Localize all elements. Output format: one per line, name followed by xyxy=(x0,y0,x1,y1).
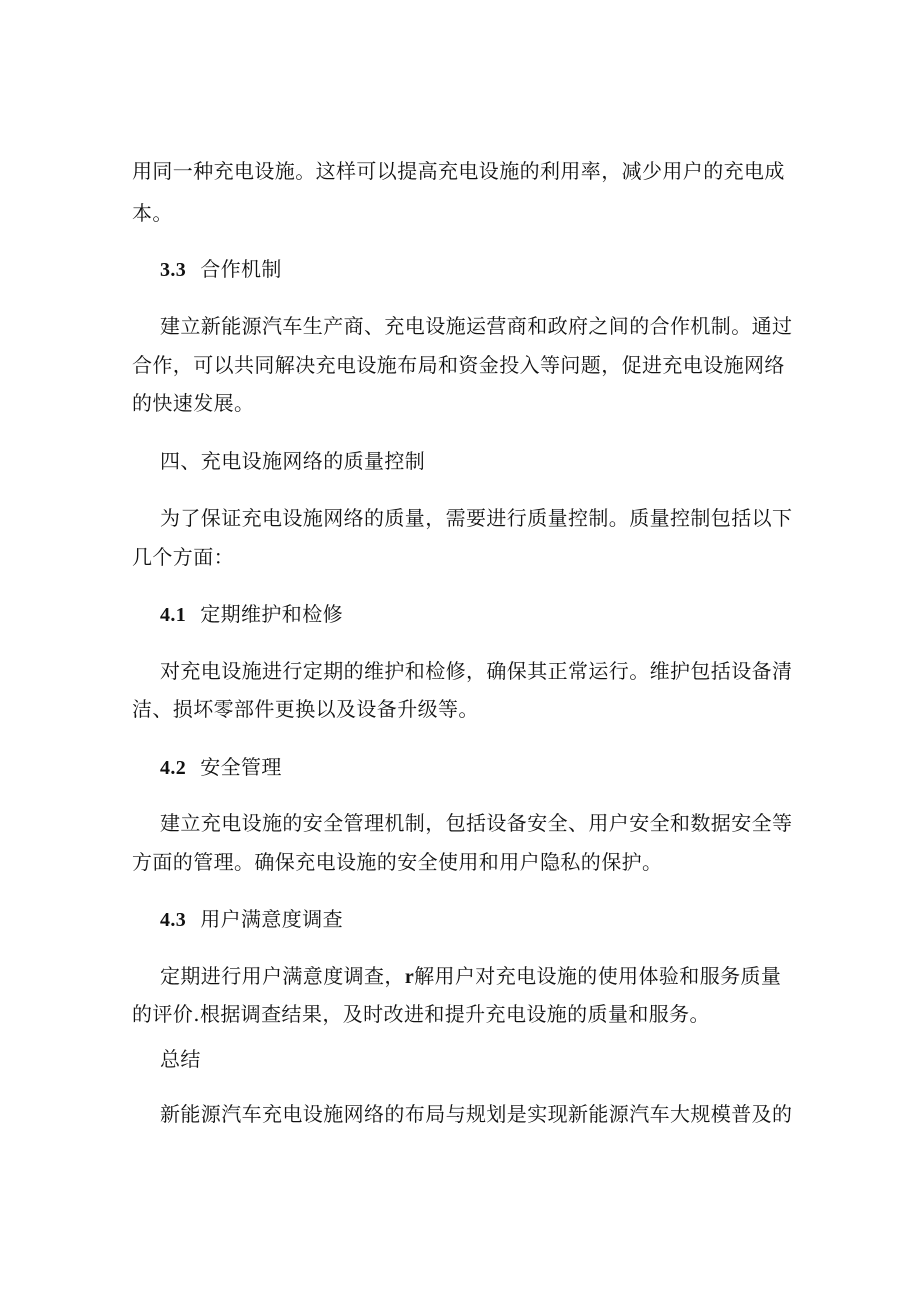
paragraph-4-1-line-1: 对充电设施进行定期的维护和检修，确保其正常运行。维护包括设备清 xyxy=(160,659,793,683)
paragraph-3-3-line-3: 的快速发展。 xyxy=(132,391,255,415)
section-title: 安全管理 xyxy=(200,755,282,779)
summary-paragraph-line-1: 新能源汽车充电设施网络的布局与规划是实现新能源汽车大规模普及的 xyxy=(160,1102,793,1126)
section-number: 4.2 xyxy=(160,757,187,779)
section-title: 定期维护和检修 xyxy=(200,602,344,626)
paragraph-3-3-line-1: 建立新能源汽车生产商、充电设施运营商和政府之间的合作机制。通过 xyxy=(160,314,793,338)
paragraph-text: 解用户对充电设施的使用体验和服务质量 xyxy=(414,964,782,988)
paragraph-text-glyph: r xyxy=(404,966,415,988)
section-title: 用户满意度调查 xyxy=(200,907,344,931)
paragraph-4-2-line-2: 方面的管理。确保充电设施的安全使用和用户隐私的保护。 xyxy=(132,850,663,874)
paragraph-4-3-line-1 xyxy=(160,964,781,989)
section-heading-4-2 xyxy=(160,755,282,780)
paragraph-4-1-line-2: 洁、损坏零部件更换以及设备升级等。 xyxy=(132,697,479,721)
paragraph-continuation-line-1: 用同一种充电设施。这样可以提高充电设施的利用率，减少用户的充电成 xyxy=(132,159,785,183)
section-heading-4-1 xyxy=(160,602,343,627)
section-heading-4-3 xyxy=(160,907,343,932)
paragraph-text: 定期进行用户满意度调查， xyxy=(160,964,405,988)
paragraph-continuation-line-2: 本。 xyxy=(132,201,173,225)
paragraph-3-3-line-2: 合作，可以共同解决充电设施布局和资金投入等问题，促进充电设施网络 xyxy=(132,353,785,377)
paragraph-4-2-line-1: 建立充电设施的安全管理机制，包括设备安全、用户安全和数据安全等 xyxy=(160,811,793,835)
summary-heading: 总结 xyxy=(160,1047,201,1071)
paragraph-4-line-2: 几个方面： xyxy=(132,545,234,569)
paragraph-4-3-line-2: 的评价.根据调查结果，及时改进和提升充电设施的质量和服务。 xyxy=(132,1002,710,1026)
section-number: 4.1 xyxy=(160,604,187,626)
chapter-heading-4: 四、充电设施网络的质量控制 xyxy=(160,449,426,473)
section-heading-3-3 xyxy=(160,257,282,282)
section-number: 3.3 xyxy=(160,259,187,281)
section-number: 4.3 xyxy=(160,909,187,931)
paragraph-4-line-1: 为了保证充电设施网络的质量，需要进行质量控制。质量控制包括以下 xyxy=(160,506,793,530)
section-title: 合作机制 xyxy=(200,257,282,281)
